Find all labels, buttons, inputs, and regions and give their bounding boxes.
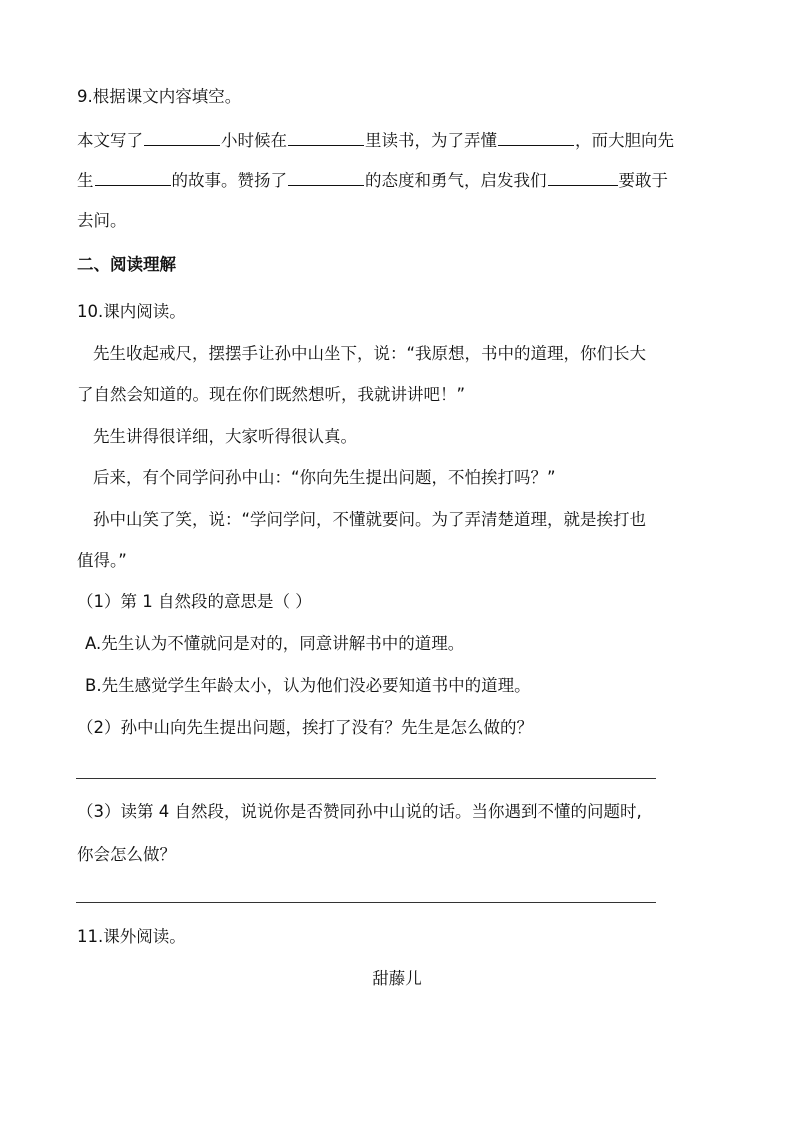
q9-text: 的故事。赞扬了 [171, 171, 287, 190]
q9-text: 要敢于 [618, 171, 668, 190]
passage-paragraph-3: 后来，有个同学问孙中山：“你向先生提出问题，不怕挨打吗？” [93, 468, 556, 487]
q9-text: 生 [77, 171, 94, 190]
q10-heading: 10.课内阅读。 [77, 302, 186, 321]
fill-blank-1[interactable] [144, 128, 220, 146]
option-b[interactable]: B.先生感觉学生年龄太小，认为他们没必要知道书中的道理。 [85, 676, 531, 695]
passage-paragraph-2: 先生讲得很详细，大家听得很认真。 [93, 427, 357, 446]
passage-title: 甜藤儿 [372, 969, 422, 988]
q9-heading: 9.根据课文内容填空。 [77, 87, 242, 106]
answer-line-1[interactable] [76, 778, 656, 779]
q9-text: 本文写了 [77, 131, 143, 150]
answer-line-2[interactable] [76, 902, 656, 903]
fill-blank-2[interactable] [288, 128, 364, 146]
fill-blank-3[interactable] [498, 128, 574, 146]
q9-line-3: 去问。 [77, 211, 127, 230]
sub-question-1: （1）第 1 自然段的意思是（ ） [77, 592, 312, 611]
passage-paragraph-1-cont: 了自然会知道的。现在你们既然想听，我就讲讲吧！” [77, 385, 466, 404]
passage-paragraph-1: 先生收起戒尺，摆摆手让孙中山坐下，说：“我原想，书中的道理，你们长大 [93, 344, 647, 363]
option-a[interactable]: A.先生认为不懂就问是对的，同意讲解书中的道理。 [85, 634, 465, 653]
q9-text: 里读书，为了弄懂 [365, 131, 497, 150]
sub-question-3-cont: 你会怎么做？ [77, 845, 176, 864]
q9-text: 的态度和勇气，启发我们 [365, 171, 547, 190]
q9-text: 小时候在 [221, 131, 287, 150]
section-heading: 二、阅读理解 [77, 255, 176, 274]
q9-text: ，而大胆向先 [575, 131, 674, 150]
fill-blank-5[interactable] [288, 168, 364, 186]
fill-blank-6[interactable] [548, 168, 618, 186]
q9-line-2 [77, 168, 668, 193]
sub-question-3: （3）读第 4 自然段，说说你是否赞同孙中山说的话。当你遇到不懂的问题时, [77, 802, 642, 821]
passage-paragraph-4-cont: 值得。” [77, 551, 127, 570]
passage-paragraph-4: 孙中山笑了笑，说：“学问学问，不懂就要问。为了弄清楚道理，就是挨打也 [93, 510, 647, 529]
sub-question-2: （2）孙中山向先生提出问题，挨打了没有？先生是怎么做的？ [77, 718, 533, 737]
q11-heading: 11.课外阅读。 [77, 927, 186, 946]
q9-line-1 [77, 128, 674, 153]
fill-blank-4[interactable] [95, 168, 171, 186]
